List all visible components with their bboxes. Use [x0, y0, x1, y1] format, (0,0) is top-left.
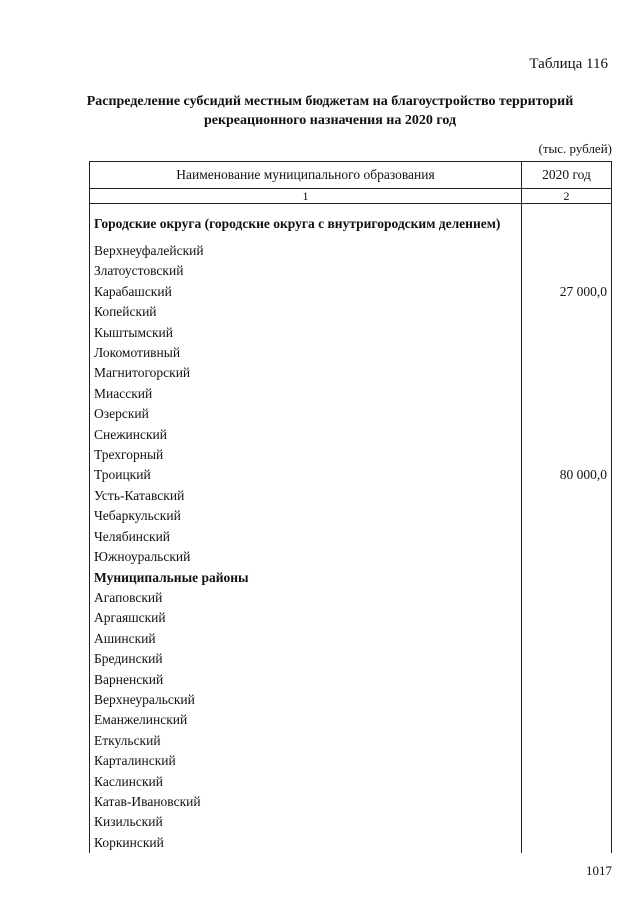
table-row [90, 751, 612, 771]
municipality-name: Челябинский [90, 527, 522, 547]
table-row [90, 629, 612, 649]
municipality-name: Миасский [90, 384, 522, 404]
subsidy-value [522, 527, 612, 547]
municipality-name: Еткульский [90, 731, 522, 751]
table-row [90, 323, 612, 343]
section-heading: Городские округа (городские округа с внутригородским делением) [90, 204, 522, 242]
table-row [90, 343, 612, 363]
municipality-name: Локомотивный [90, 343, 522, 363]
section-heading-row [90, 568, 612, 588]
table-row [90, 812, 612, 832]
table-row [90, 363, 612, 383]
municipality-name: Чебаркульский [90, 506, 522, 526]
municipality-name: Озерский [90, 404, 522, 424]
municipality-name: Брединский [90, 649, 522, 669]
municipality-name: Троицкий [90, 465, 522, 485]
table-row [90, 608, 612, 628]
subsidy-value [522, 241, 612, 261]
table-row [90, 772, 612, 792]
title-line-1: Распределение субсидий местным бюджетам на благоустройство территорий [86, 94, 574, 109]
subsidy-value [522, 384, 612, 404]
table-row [90, 302, 612, 322]
table-row [90, 486, 612, 506]
municipality-name: Катав-Ивановский [90, 792, 522, 812]
subsidy-value [522, 588, 612, 608]
table-row [90, 731, 612, 751]
subsidy-value [522, 608, 612, 628]
document-title [60, 92, 600, 130]
column-header-year: 2020 год [522, 162, 612, 189]
table-row [90, 404, 612, 424]
subsidy-value [522, 772, 612, 792]
table-row [90, 465, 612, 485]
municipality-name: Усть-Катавский [90, 486, 522, 506]
table-row [90, 710, 612, 730]
subsidy-table [89, 161, 612, 853]
subsidy-value [522, 649, 612, 669]
subsidy-value [522, 445, 612, 465]
subsidy-value [522, 425, 612, 445]
municipality-name: Южноуральский [90, 547, 522, 567]
subsidy-value [522, 751, 612, 771]
subsidy-value [522, 302, 612, 322]
municipality-name: Аргаяшский [90, 608, 522, 628]
municipality-name: Верхнеуральский [90, 690, 522, 710]
municipality-name: Еманжелинский [90, 710, 522, 730]
municipality-name: Агаповский [90, 588, 522, 608]
municipality-name: Кыштымский [90, 323, 522, 343]
subsidy-value [522, 690, 612, 710]
table-row [90, 261, 612, 281]
table-row [90, 792, 612, 812]
municipality-name: Карталинский [90, 751, 522, 771]
subsidy-value [522, 363, 612, 383]
municipality-name: Снежинский [90, 425, 522, 445]
municipality-name: Верхнеуфалейский [90, 241, 522, 261]
municipality-name: Карабашский [90, 282, 522, 302]
table-body [90, 204, 612, 854]
municipality-name: Ашинский [90, 629, 522, 649]
table-row [90, 527, 612, 547]
subsidy-value [522, 506, 612, 526]
subsidy-value: 27 000,0 [522, 282, 612, 302]
subsidy-value [522, 343, 612, 363]
table-row [90, 588, 612, 608]
units-label: (тыс. рублей) [538, 141, 612, 156]
column-header-name: Наименование муниципального образования [90, 162, 522, 189]
subsidy-value [522, 404, 612, 424]
subsidy-value [522, 731, 612, 751]
municipality-name: Каслинский [90, 772, 522, 792]
column-number-1: 1 [90, 189, 522, 204]
table-number-label: Таблица 116 [529, 56, 608, 72]
table-row [90, 670, 612, 690]
subsidy-value [522, 204, 612, 242]
table-row [90, 241, 612, 261]
table-header-row [90, 162, 612, 189]
subsidy-value: 80 000,0 [522, 465, 612, 485]
subsidy-value [522, 812, 612, 832]
table-row [90, 833, 612, 853]
municipality-name: Коркинский [90, 833, 522, 853]
table-row [90, 649, 612, 669]
section-heading: Муниципальные районы [90, 568, 522, 588]
subsidy-value [522, 261, 612, 281]
municipality-name: Кизильский [90, 812, 522, 832]
column-number-row [90, 189, 612, 204]
column-number-2: 2 [522, 189, 612, 204]
table-row [90, 547, 612, 567]
table-row [90, 425, 612, 445]
table-row [90, 506, 612, 526]
subsidy-value [522, 323, 612, 343]
table-row [90, 282, 612, 302]
page-number: 1017 [586, 863, 612, 878]
subsidy-value [522, 547, 612, 567]
subsidy-value [522, 710, 612, 730]
table-row [90, 384, 612, 404]
table-row [90, 690, 612, 710]
subsidy-value [522, 629, 612, 649]
subsidy-value [522, 486, 612, 506]
municipality-name: Трехгорный [90, 445, 522, 465]
section-heading-row [90, 204, 612, 242]
municipality-name: Копейский [90, 302, 522, 322]
subsidy-value [522, 792, 612, 812]
municipality-name: Магнитогорский [90, 363, 522, 383]
title-line-2: рекреационного назначения на 2020 год [203, 113, 457, 128]
table-row [90, 445, 612, 465]
subsidy-value [522, 670, 612, 690]
municipality-name: Варненский [90, 670, 522, 690]
subsidy-value [522, 833, 612, 853]
subsidy-value [522, 568, 612, 588]
municipality-name: Златоустовский [90, 261, 522, 281]
